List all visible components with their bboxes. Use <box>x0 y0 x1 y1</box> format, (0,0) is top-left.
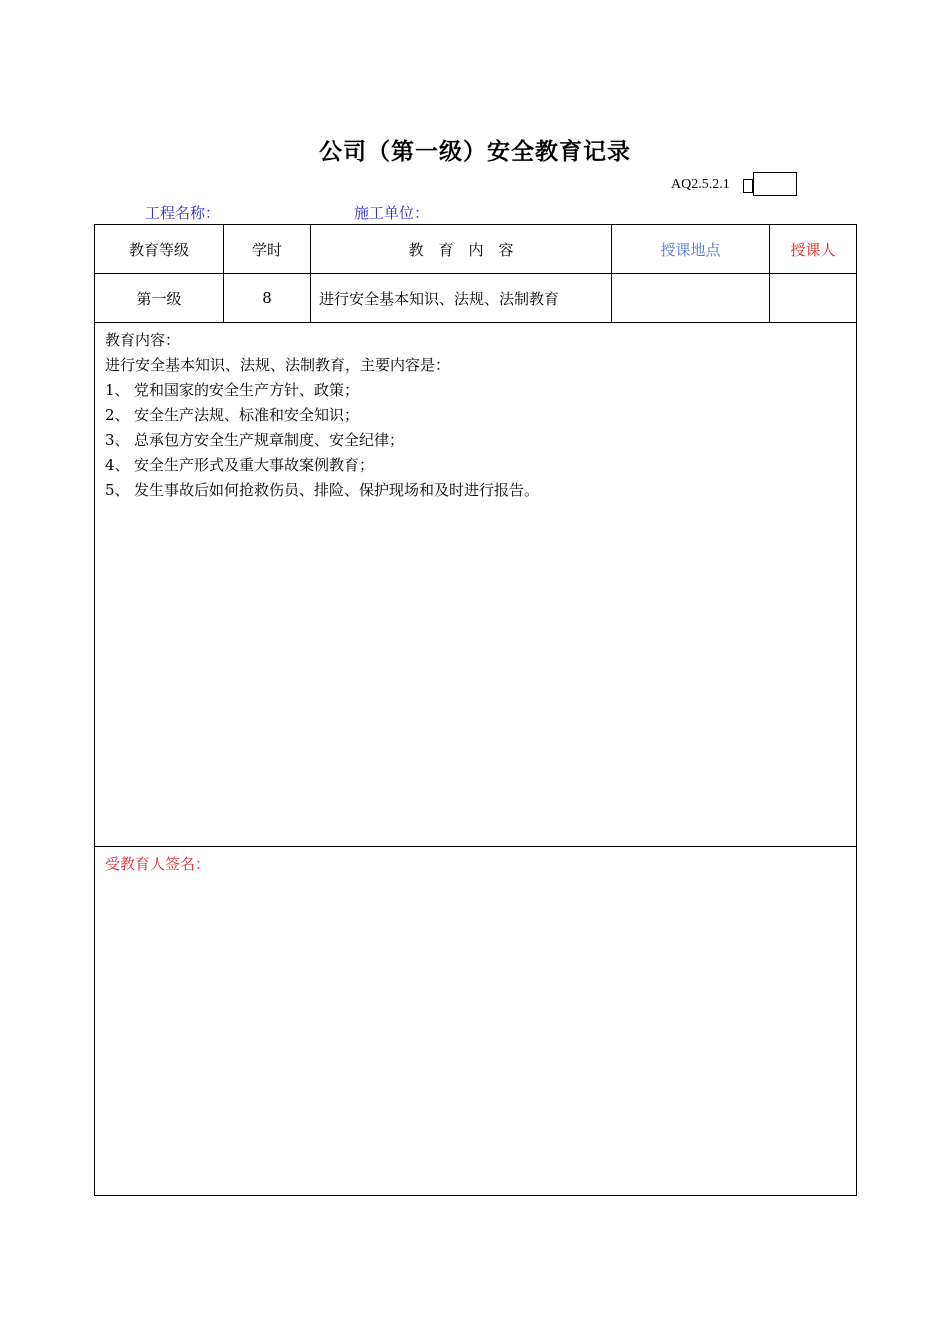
signature-section[interactable] <box>95 847 857 1196</box>
list-item: 4、 安全生产形式及重大事故案例教育； <box>105 456 375 474</box>
list-item: 5、 发生事故后如何抢救伤员、排险、保护现场和及时进行报告。 <box>105 481 540 499</box>
education-record-table <box>94 224 857 1196</box>
table-header-row <box>95 225 857 274</box>
header-hours: 学时 <box>224 225 311 274</box>
education-content-section <box>95 323 857 847</box>
code-box[interactable] <box>753 172 797 196</box>
cell-teacher[interactable] <box>770 274 857 323</box>
cell-hours: 8 <box>224 274 311 323</box>
construction-unit-label: 施工单位： <box>354 204 430 222</box>
code-box-small <box>743 179 753 193</box>
content-label: 教育内容： <box>105 331 181 349</box>
document-code: AQ2.5.2.1 <box>671 177 730 192</box>
content-intro: 进行安全基本知识、法规、法制教育，主要内容是： <box>105 356 451 374</box>
page-title: 公司（第一级）安全教育记录 <box>319 139 631 165</box>
project-name-label: 工程名称： <box>145 204 221 222</box>
header-location: 授课地点 <box>612 225 770 274</box>
signature-label: 受教育人签名： <box>105 855 211 873</box>
header-content: 教 育 内 容 <box>311 225 612 274</box>
list-item: 2、 安全生产法规、标准和安全知识； <box>105 406 360 424</box>
table-row <box>95 274 857 323</box>
cell-content: 进行安全基本知识、法规、法制教育 <box>311 274 612 323</box>
header-level: 教育等级 <box>95 225 224 274</box>
cell-level: 第一级 <box>95 274 224 323</box>
header-teacher: 授课人 <box>770 225 857 274</box>
cell-location[interactable] <box>612 274 770 323</box>
list-item: 3、 总承包方安全生产规章制度、安全纪律； <box>105 431 405 449</box>
list-item: 1、 党和国家的安全生产方针、政策； <box>105 381 360 399</box>
